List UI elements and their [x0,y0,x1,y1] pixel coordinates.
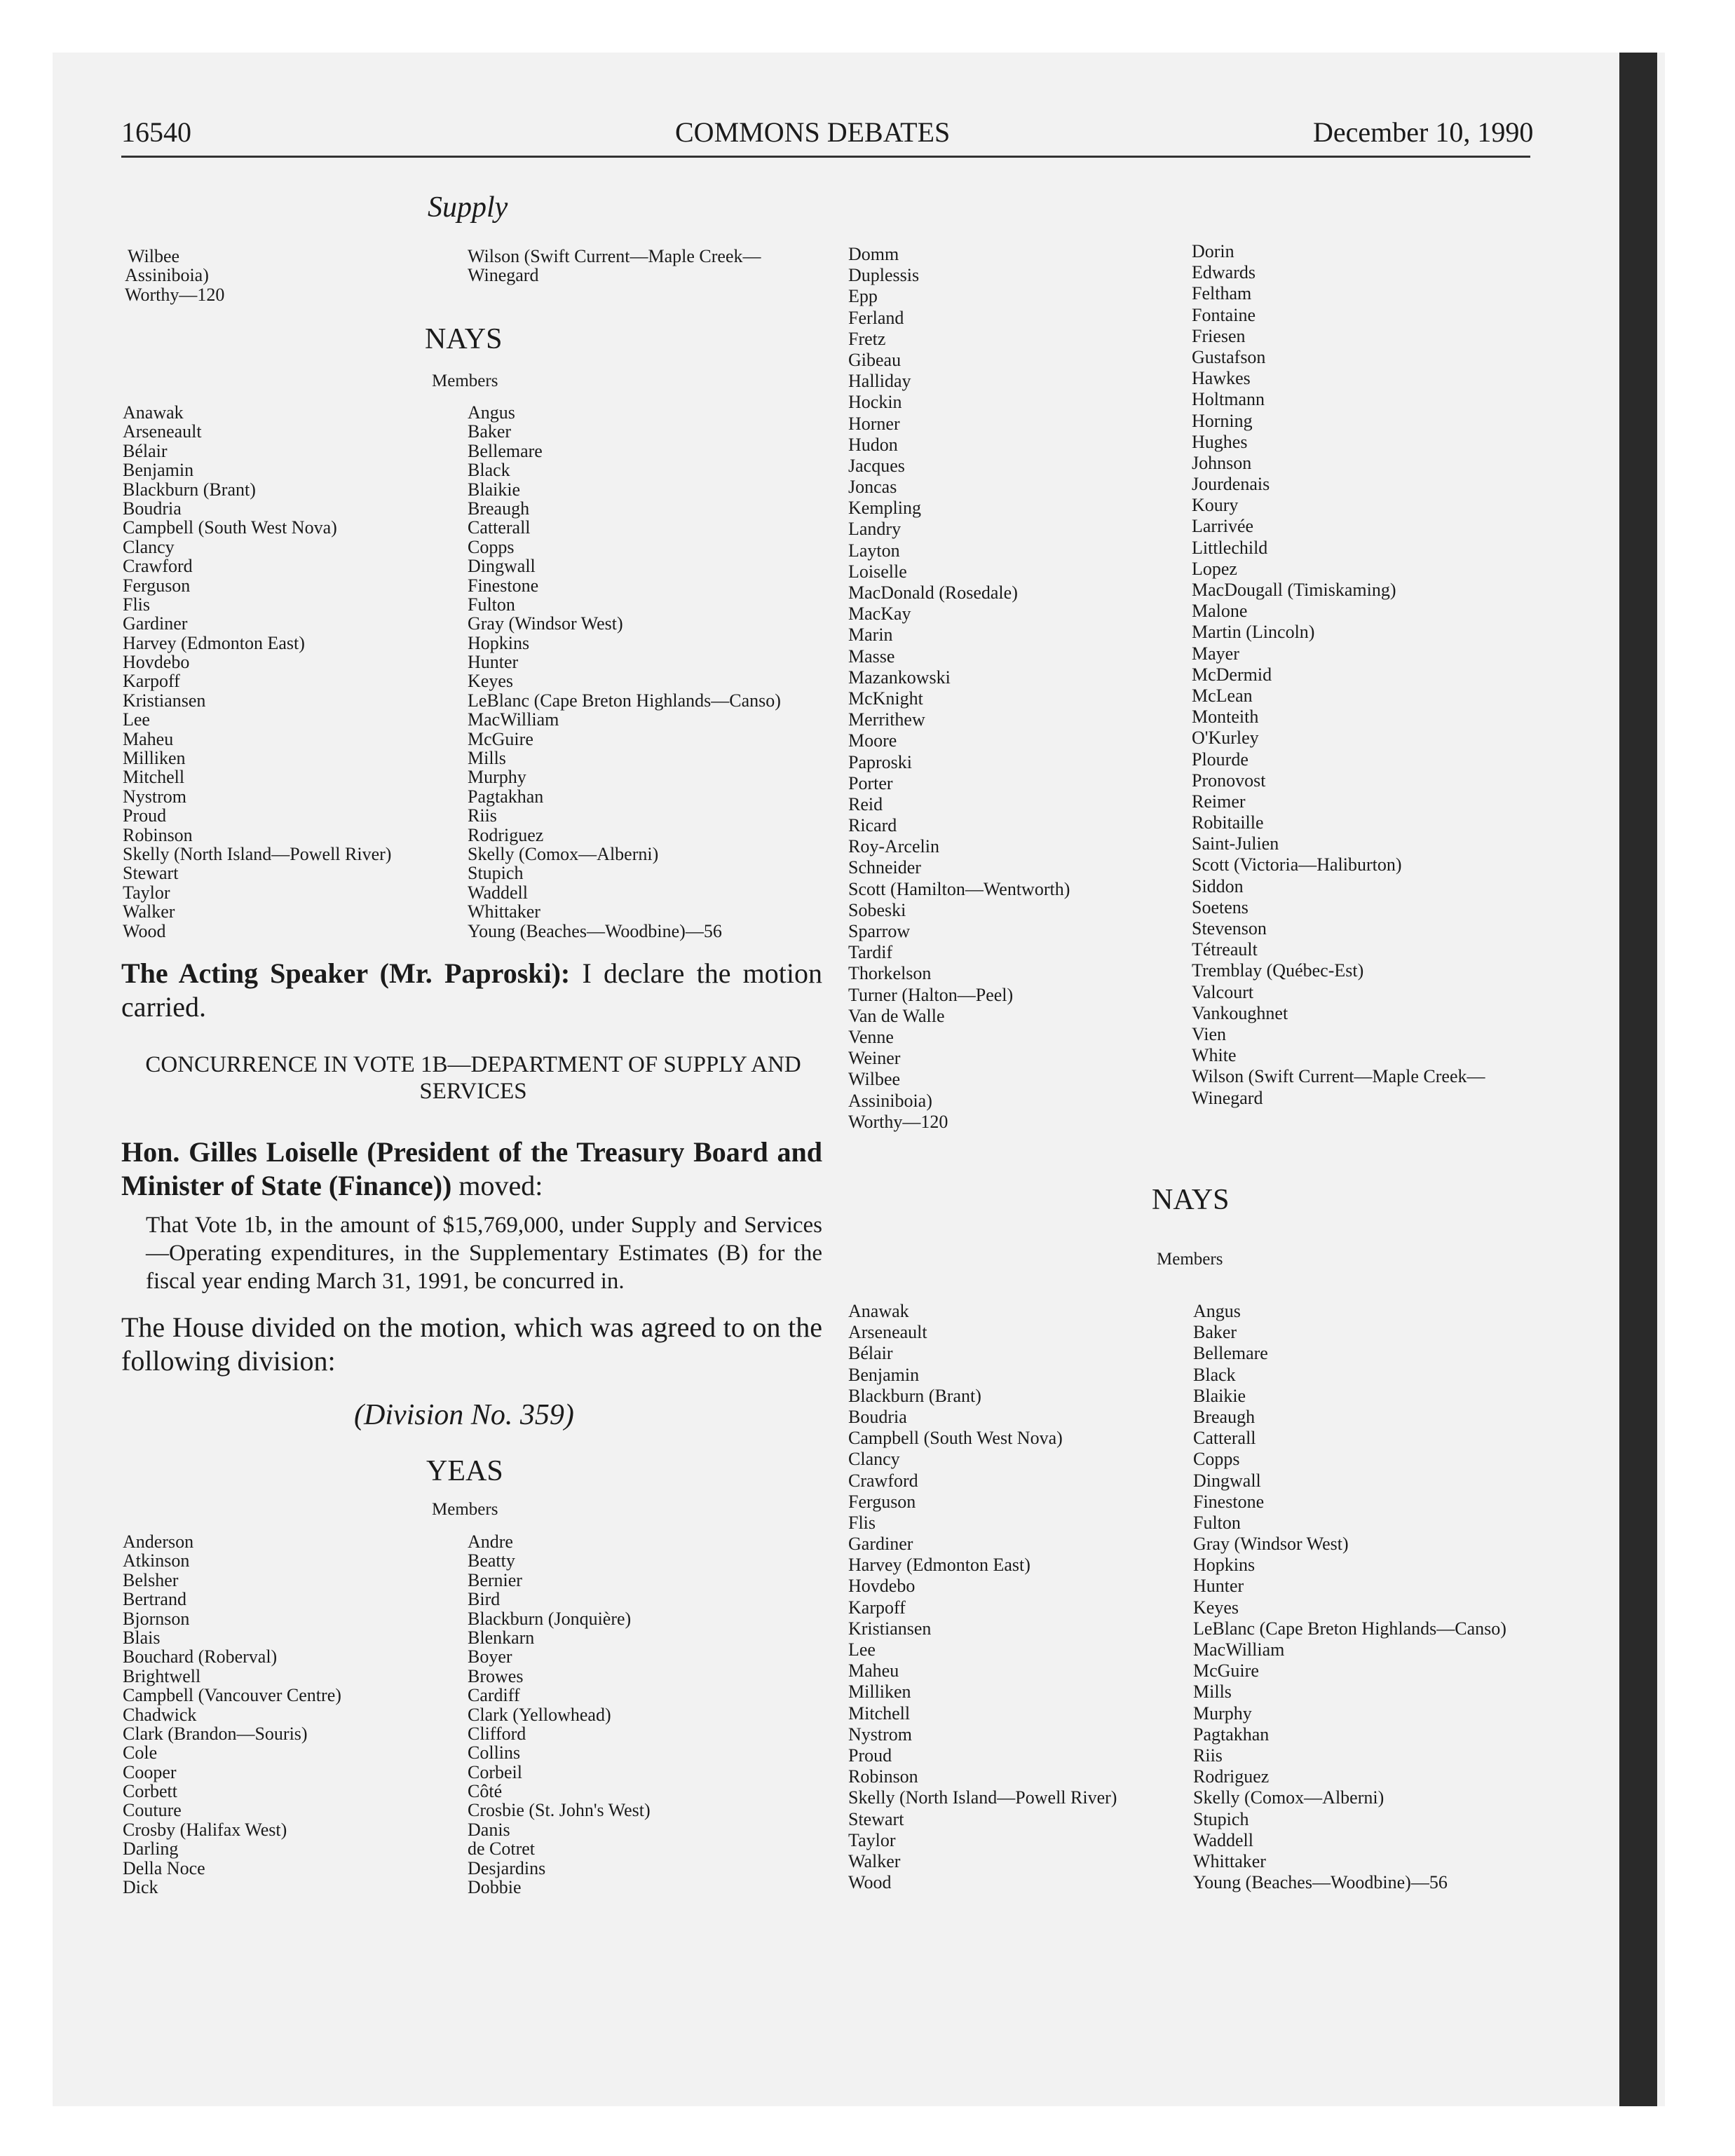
list-item: Gibeau [848,349,901,370]
list-item: Dingwall [1193,1470,1261,1491]
list-item: Catterall [468,517,531,538]
list-item: Fulton [1193,1512,1241,1533]
list-item: Anawak [123,402,184,423]
list-item: Maheu [848,1660,899,1681]
list-item: Koury [1192,495,1239,516]
list-item: LeBlanc (Cape Breton Highlands—Canso) [1193,1618,1506,1639]
list-item: Bellemare [468,440,543,461]
list-item: Hunter [1193,1576,1244,1597]
header-rule [121,156,1530,158]
list-item: Cole [123,1742,158,1763]
list-item: Ricard [848,815,897,836]
list-item: Loiselle [848,561,907,582]
list-item: Assiniboia) [848,1090,932,1111]
members-label: Members [432,1500,498,1519]
list-item: Jacques [848,455,905,476]
list-item: Ferguson [848,1491,916,1512]
list-item: Waddell [468,882,528,903]
list-item: Porter [848,772,893,793]
page-number: 16540 [121,116,191,148]
list-item: Robitaille [1192,812,1264,833]
list-item: Landry [848,519,901,540]
list-item: Bélair [123,440,168,461]
list-item: Wilbee [848,1069,901,1090]
list-item: Saint-Julien [1192,833,1279,854]
list-item: Karpoff [848,1597,906,1618]
list-item: Flis [848,1512,876,1533]
list-item: Robinson [123,824,193,845]
list-item: White [1192,1045,1237,1066]
list-item: Vankoughnet [1192,1002,1288,1023]
list-item: Desjardins [468,1857,546,1878]
list-item: Pagtakhan [468,786,544,807]
list-item: Soetens [1192,896,1248,917]
list-item: Gustafson [1192,346,1266,367]
list-item: Edwards [1192,262,1256,283]
list-item: Wilson (Swift Current—Maple Creek— [1192,1066,1485,1087]
list-item: Martin (Lincoln) [1192,622,1315,643]
list-item: Malone [1192,601,1248,622]
list-item: Angus [468,402,515,423]
list-item: McGuire [468,728,533,749]
list-item: Scott (Hamilton—Wentworth) [848,878,1070,899]
list-item: Hockin [848,392,902,413]
list-item: Duplessis [848,265,920,286]
list-item: Fontaine [1192,304,1256,325]
speaker-statement [121,957,822,1024]
list-item: Valcourt [1192,981,1254,1002]
list-item: Reimer [1192,791,1246,812]
list-item: Dick [123,1877,158,1898]
list-item: Larrivée [1192,516,1254,537]
continued-yeas-col1 [125,247,224,304]
list-item: Bertrand [123,1589,186,1610]
scan-edge-bar [1619,53,1657,2106]
list-item: de Cotret [468,1838,536,1860]
list-item: Roy-Arcelin [848,836,939,857]
list-item: Blais [123,1627,161,1648]
list-item: Lee [848,1639,876,1660]
list-item: Atkinson [123,1550,190,1571]
list-item: Boudria [123,498,182,519]
list-item: Wilbee [128,246,180,266]
list-item: Couture [123,1800,182,1821]
continued-yeas-col2 [468,247,761,285]
concurrence-heading: CONCURRENCE IN VOTE 1B—DEPARTMENT OF SUPPLY AND SERVICES [145,1052,801,1104]
list-item: Marin [848,625,893,646]
list-item: Thorkelson [848,963,932,984]
list-item: Halliday [848,371,911,392]
list-item: Catterall [1193,1428,1256,1449]
list-item: Angus [1193,1301,1241,1321]
list-item: Turner (Halton—Peel) [848,984,1014,1005]
list-item: Brightwell [123,1665,201,1686]
list-item: Baker [468,421,512,442]
list-item: Gray (Windsor West) [468,613,623,634]
list-item: Corbett [123,1781,177,1802]
list-item: Littlechild [1192,537,1268,558]
nays-list-col1 [123,403,391,941]
list-item: Keyes [1193,1597,1239,1618]
list-item: Blackburn (Brant) [848,1385,981,1406]
list-item: Horner [848,413,900,434]
list-item: Côté [468,1781,503,1802]
list-item: Cooper [123,1761,177,1782]
list-item: Andre [468,1531,513,1552]
list-item: Blaikie [468,479,521,500]
list-item: Dingwall [468,556,536,577]
list-item: Whittaker [468,901,540,922]
yeas-list-col2 [468,1532,651,1897]
list-item: Ferland [848,307,904,328]
list-item: Worthy—120 [125,284,225,305]
list-item: Belsher [123,1569,179,1590]
list-item: Domm [848,244,899,264]
division-text: The House divided on the motion, which was agreed to on the following division: [121,1311,822,1377]
list-item: Epp [848,286,878,307]
list-item: Walker [123,901,175,922]
list-item: Crawford [848,1470,918,1491]
list-item: Blenkarn [468,1627,535,1648]
list-item: Rodriguez [468,824,544,845]
list-item: Blackburn (Jonquière) [468,1608,632,1629]
list-item: Copps [468,536,515,557]
list-item: Browes [468,1665,524,1686]
list-item: Siddon [1192,875,1244,896]
list-item: Clifford [468,1723,526,1744]
list-item: Sobeski [848,899,906,920]
list-item: Bjornson [123,1608,190,1629]
list-item: Mazankowski [848,667,951,688]
list-item: Gray (Windsor West) [1193,1534,1349,1555]
list-item: Lee [123,709,150,730]
list-item: Mills [468,748,506,769]
list-item: Black [1193,1364,1236,1385]
list-item: Skelly (North Island—Powell River) [123,843,392,864]
list-item: Crawford [123,556,193,577]
list-item: Harvey (Edmonton East) [123,632,305,653]
speaker-text: I declare the motion carried. [121,957,822,1023]
list-item: Hopkins [468,632,530,653]
list-item: Young (Beaches—Woodbine)—56 [1193,1872,1448,1893]
list-item: Tardif [848,942,893,963]
list-item: Moore [848,730,897,751]
list-item: Collins [468,1742,521,1763]
list-item: Blaikie [1193,1385,1246,1406]
list-item: Black [468,460,510,481]
list-item: Paproski [848,751,912,772]
list-item: Schneider [848,857,921,878]
list-item: LeBlanc (Cape Breton Highlands—Canso) [468,690,781,711]
list-item: Bird [468,1589,501,1610]
list-item: Kempling [848,498,921,519]
page-date: December 10, 1990 [1313,116,1534,148]
list-item: Baker [1193,1322,1237,1343]
list-item: Kristiansen [848,1618,932,1639]
yeas-heading: YEAS [426,1455,503,1487]
list-item: Whittaker [1193,1850,1266,1871]
list-item: Crosbie (St. John's West) [468,1800,651,1821]
list-item: Breaugh [468,498,530,519]
list-item: Gardiner [123,613,188,634]
list-item: Campbell (Vancouver Centre) [123,1685,341,1706]
list-item: Benjamin [123,460,194,481]
members-label: Members [432,371,498,390]
list-item: Arseneault [123,421,202,442]
list-item: Mayer [1192,643,1239,664]
list-item: Boudria [848,1406,907,1427]
nays-list-col2 [1193,1301,1506,1893]
list-item: Fretz [848,328,886,349]
nays-heading: NAYS [425,323,503,355]
mover-name: Hon. Gilles Loiselle (President of the Treasury Board and Minister of State (Finance)) [121,1136,822,1201]
list-item: Finestone [468,575,539,596]
list-item: Tremblay (Québec-Est) [1192,960,1364,981]
list-item: McDermid [1192,664,1272,685]
list-item: Pronovost [1192,770,1266,791]
list-item: Hughes [1192,431,1248,452]
list-item: MacDonald (Rosedale) [848,582,1018,603]
list-item: Feltham [1192,283,1252,304]
list-item: MacWilliam [1193,1639,1285,1660]
motion-text: That Vote 1b, in the amount of $15,769,000, under Supply and Services—Operating expenditures, in the Supplementary Estimates (B) for the fiscal year ending March 31, 1991, be concurred in. [146,1213,822,1294]
list-item: Corbeil [468,1761,522,1782]
list-item: Skelly (North Island—Powell River) [848,1787,1117,1808]
list-item: Vien [1192,1023,1226,1044]
list-item: Lopez [1192,558,1237,579]
list-item: Monteith [1192,707,1259,728]
list-item: Beatty [468,1550,515,1571]
list-item: Horning [1192,410,1253,431]
list-item: Proud [848,1745,892,1766]
list-item: Maheu [123,728,174,749]
mover-statement [121,1135,822,1203]
list-item: Taylor [123,882,170,903]
list-item: Worthy—120 [848,1111,948,1132]
list-item: Nystrom [848,1724,912,1745]
list-item: Taylor [848,1829,896,1850]
list-item: Stewart [848,1808,904,1829]
list-item: Anawak [848,1301,909,1321]
yeas-list-col1 [123,1532,341,1897]
list-item: Bernier [468,1569,522,1590]
list-item: Copps [1193,1449,1240,1470]
list-item: Darling [123,1838,179,1860]
list-item: Winegard [1192,1087,1263,1108]
list-item: Clancy [123,536,175,557]
list-item: Waddell [1193,1829,1253,1850]
list-item: Clancy [848,1449,900,1470]
list-item: Holtmann [1192,389,1265,410]
list-item: Ferguson [123,575,191,596]
list-item: Danis [468,1819,510,1840]
list-item: Flis [123,594,151,615]
list-item: McLean [1192,685,1253,706]
speaker-name: The Acting Speaker (Mr. Paproski): [121,957,571,989]
list-item: Bouchard (Roberval) [123,1646,278,1667]
list-item: Benjamin [848,1364,920,1385]
list-item: Clark (Brandon—Souris) [123,1723,308,1744]
nays-heading: NAYS [1152,1184,1230,1216]
list-item: Anderson [123,1531,194,1552]
list-item: Mitchell [123,767,185,788]
list-item: Reid [848,793,883,814]
list-item: Plourde [1192,749,1248,770]
list-item: Masse [848,646,895,667]
list-item: Venne [848,1026,894,1047]
list-item: Milliken [123,748,186,769]
list-item: Van de Walle [848,1005,945,1026]
publication-title: COMMONS DEBATES [675,116,951,148]
list-item: Karpoff [123,671,180,692]
yeas-list-col4 [1192,241,1485,1109]
list-item: Weiner [848,1048,901,1069]
list-item: Fulton [468,594,515,615]
list-item: Stevenson [1192,918,1267,939]
list-item: Hovdebo [848,1576,916,1597]
list-item: Chadwick [123,1704,197,1725]
list-item: Cardiff [468,1685,520,1706]
list-item: Hunter [468,652,519,673]
list-item: Dobbie [468,1877,522,1898]
list-item: Merrithew [848,709,925,730]
list-item: Riis [1193,1745,1223,1766]
list-item: Skelly (Comox—Alberni) [1193,1787,1384,1808]
list-item: Kristiansen [123,690,206,711]
list-item: Bélair [848,1343,893,1364]
list-item: Stupich [1193,1808,1249,1829]
list-item: MacDougall (Timiskaming) [1192,580,1396,600]
list-item: Assiniboia) [125,265,209,286]
list-item: MacWilliam [468,709,559,730]
mover-verb: moved: [458,1170,543,1201]
list-item: Stewart [123,863,179,884]
section-title: Supply [428,191,508,224]
list-item: Campbell (South West Nova) [123,517,337,538]
list-item: Dorin [1192,241,1234,261]
list-item: Milliken [848,1681,911,1703]
list-item: Della Noce [123,1857,205,1878]
list-item: Murphy [468,767,526,788]
list-item: O'Kurley [1192,728,1259,749]
list-item: MacKay [848,603,911,625]
list-item: Crosby (Halifax West) [123,1819,287,1840]
list-item: Proud [123,805,167,826]
list-item: Stupich [468,863,524,884]
list-item: Skelly (Comox—Alberni) [468,843,659,864]
list-item: McKnight [848,688,923,709]
list-item: Riis [468,805,497,826]
yeas-list-col3 [848,244,1070,1133]
list-item: Wilson (Swift Current—Maple Creek— [468,246,761,266]
list-item: Johnson [1192,452,1252,473]
nays-list-col1 [848,1301,1117,1893]
division-label: (Division No. 359) [354,1399,574,1431]
list-item: Jourdenais [1192,474,1270,495]
list-item: Hudon [848,434,898,455]
list-item: Arseneault [848,1322,927,1343]
list-item: Breaugh [1193,1406,1256,1427]
list-item: Clark (Yellowhead) [468,1704,611,1725]
list-item: Layton [848,540,900,561]
list-item: Tétreault [1192,939,1258,960]
list-item: Scott (Victoria—Haliburton) [1192,854,1402,875]
list-item: Campbell (South West Nova) [848,1428,1063,1449]
list-item: Boyer [468,1646,512,1667]
list-item: Friesen [1192,325,1246,346]
list-item: Nystrom [123,786,186,807]
list-item: Joncas [848,477,897,498]
list-item: Young (Beaches—Woodbine)—56 [468,920,722,941]
list-item: Bellemare [1193,1343,1268,1364]
list-item: Pagtakhan [1193,1724,1270,1745]
list-item: Robinson [848,1766,918,1787]
list-item: Murphy [1193,1703,1252,1724]
list-item: Keyes [468,671,513,692]
list-item: McGuire [1193,1660,1259,1681]
nays-list-col2 [468,403,781,941]
list-item: Wood [123,920,166,941]
list-item: Walker [848,1850,901,1871]
list-item: Mills [1193,1681,1232,1703]
list-item: Hopkins [1193,1555,1256,1576]
list-item: Wood [848,1872,892,1893]
list-item: Sparrow [848,921,911,941]
list-item: Winegard [468,265,539,286]
list-item: Harvey (Edmonton East) [848,1555,1030,1576]
list-item: Finestone [1193,1491,1265,1512]
list-item: Hovdebo [123,652,190,673]
list-item: Gardiner [848,1534,913,1555]
list-item: Blackburn (Brant) [123,479,256,500]
list-item: Hawkes [1192,368,1251,389]
list-item: Mitchell [848,1703,911,1724]
list-item: Rodriguez [1193,1766,1270,1787]
members-label: Members [1157,1250,1223,1269]
